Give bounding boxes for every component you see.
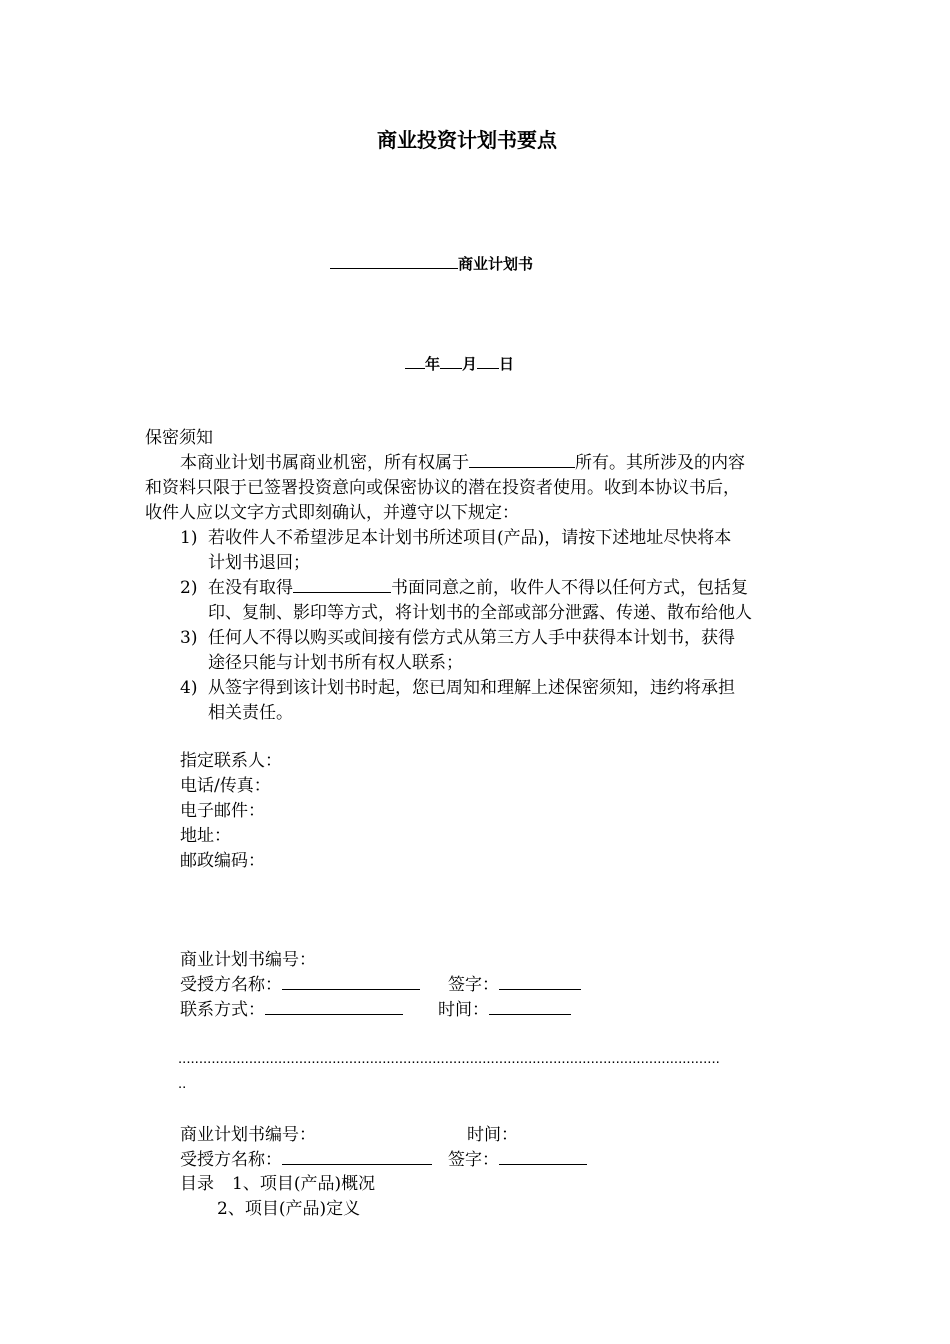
time-line [438, 998, 571, 1023]
signature-blank-2[interactable] [499, 1148, 587, 1165]
list-item: 任何人不得以购买或间接有偿方式从第三方人手中获得本计划书，获得 [208, 628, 735, 648]
page-title: 商业投资计划书要点 [377, 128, 557, 152]
contact-person-label: 指定联系人： [180, 751, 282, 771]
day-blank[interactable] [477, 352, 499, 369]
notice-para-line2: 和资料只限于已签署投资意向或保密协议的潜在投资者使用。收到本协议书后， [145, 478, 740, 498]
plan-number-label: 商业计划书编号： [180, 950, 316, 970]
list-item-part: 书面同意之前，收件人不得以任何方式，包括复 [391, 578, 748, 598]
signature-label-2: 签字： [448, 1150, 499, 1170]
toc-item[interactable]: 2、项目(产品)定义 [217, 1199, 361, 1219]
contact-method-label: 联系方式： [180, 1000, 265, 1020]
list-item: 途径只能与计划书所有权人联系； [208, 653, 463, 673]
list-item-number: 3) [180, 628, 198, 648]
list-item-number: 1) [180, 528, 198, 548]
time-label-2: 时间： [467, 1125, 518, 1145]
toc-line-1 [180, 1172, 375, 1197]
toc-item[interactable]: 1、项目(产品)概况 [232, 1174, 376, 1194]
recipient-blank[interactable] [282, 973, 420, 990]
plan-name-line [330, 252, 533, 274]
time-blank[interactable] [489, 998, 571, 1015]
month-label: 月 [462, 355, 478, 373]
list-item-part: 在没有取得 [208, 578, 293, 598]
signature-label: 签字： [448, 975, 499, 995]
signature-line-2 [448, 1148, 587, 1173]
notice-para-part2: 所有。其所涉及的内容 [575, 453, 745, 473]
contact-method-blank[interactable] [265, 998, 403, 1015]
list-item [208, 576, 748, 601]
year-label: 年 [425, 355, 441, 373]
address-label: 地址： [180, 826, 231, 846]
dotted-separator-tail: .. [178, 1075, 187, 1092]
list-item: 印、复制、影印等方式，将计划书的全部或部分泄露、传递、散布给他人 [208, 603, 752, 623]
phone-label: 电话/传真： [180, 776, 271, 796]
contact-method-line [180, 998, 403, 1023]
list-item-number: 2) [180, 578, 198, 598]
day-label: 日 [499, 355, 515, 373]
notice-heading: 保密须知 [145, 428, 213, 448]
consent-party-blank[interactable] [293, 576, 391, 593]
recipient-line-2 [180, 1148, 432, 1173]
recipient-blank-2[interactable] [282, 1148, 432, 1165]
recipient-line [180, 973, 420, 998]
plan-name-blank[interactable] [330, 252, 458, 269]
time-label: 时间： [438, 1000, 489, 1020]
email-label: 电子邮件： [180, 801, 265, 821]
month-blank[interactable] [440, 352, 462, 369]
list-item-number: 4) [180, 678, 198, 698]
date-line [405, 352, 514, 374]
toc-line-2 [217, 1197, 360, 1222]
plan-label: 商业计划书 [458, 255, 534, 273]
owner-blank[interactable] [469, 451, 575, 468]
recipient-label-2: 受授方名称： [180, 1150, 282, 1170]
signature-blank[interactable] [499, 973, 581, 990]
recipient-label: 受授方名称： [180, 975, 282, 995]
dotted-separator: .................................................................................................................................. [178, 1050, 720, 1067]
year-blank[interactable] [405, 352, 425, 369]
postcode-label: 邮政编码： [180, 851, 265, 871]
plan-number-label-2: 商业计划书编号： [180, 1125, 316, 1145]
list-item: 计划书退回； [208, 553, 310, 573]
list-item: 从签字得到该计划书时起，您已周知和理解上述保密须知，违约将承担 [208, 678, 735, 698]
notice-para-line3: 收件人应以文字方式即刻确认，并遵守以下规定： [145, 503, 519, 523]
list-item: 相关责任。 [208, 703, 293, 723]
signature-line [448, 973, 581, 998]
notice-para-part1: 本商业计划书属商业机密，所有权属于 [180, 453, 469, 473]
notice-para-line1 [180, 451, 745, 476]
list-item: 若收件人不希望涉足本计划书所述项目(产品)，请按下述地址尽快将本 [208, 528, 732, 548]
toc-label: 目录 [180, 1174, 214, 1194]
